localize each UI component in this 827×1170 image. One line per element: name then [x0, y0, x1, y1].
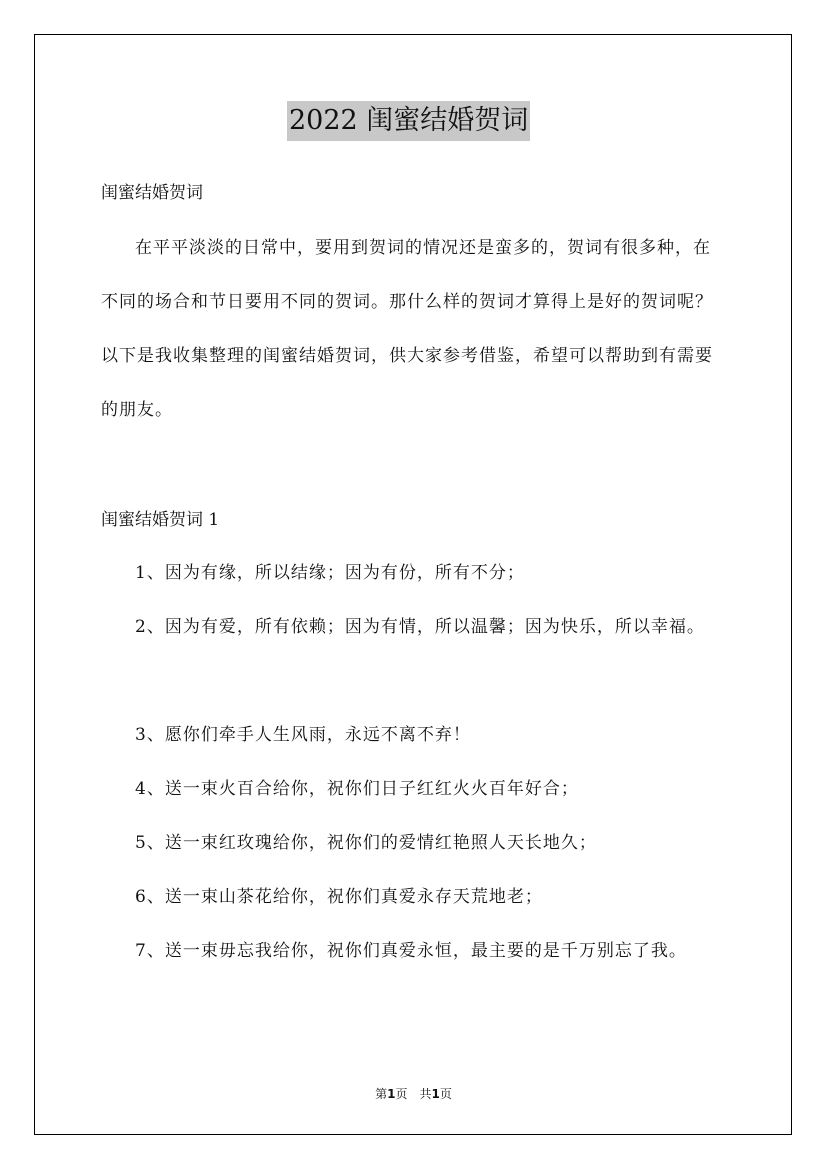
list-item: 5、送一束红玫瑰给你，祝你们的爱情红艳照人天长地久； [135, 833, 597, 853]
page-total: 1 [431, 1087, 440, 1101]
page-footer [0, 1085, 827, 1102]
list-item: 1、因为有缘，所以结缘；因为有份，所有不分； [135, 563, 525, 583]
list-item: 3、愿你们牵手人生风雨，永远不离不弃！ [135, 725, 471, 745]
page-current: 1 [387, 1087, 396, 1101]
list-item: 6、送一束山茶花给你，祝你们真爱永存天荒地老； [135, 887, 543, 907]
intro-paragraph: 在平平淡淡的日常中，要用到贺词的情况还是蛮多的，贺词有很多种，在不同的场合和节日要用不同的贺词。那什么样的贺词才算得上是好的贺词呢？以下是我收集整理的闺蜜结婚贺词，供大家参考借鉴，希望可以帮助到有需要的朋友。 [101, 238, 713, 420]
section-heading: 闺蜜结婚贺词 1 [101, 510, 220, 530]
list-item: 7、送一束毋忘我给你，祝你们真爱永恒，最主要的是千万别忘了我。 [135, 941, 687, 961]
list-item: 2、因为有爱，所有依赖；因为有情，所以温馨；因为快乐，所以幸福。 [135, 617, 705, 637]
document-title: 2022 闺蜜结婚贺词 [287, 101, 530, 141]
document-subtitle: 闺蜜结婚贺词 [101, 183, 203, 203]
page-suffix: 页 [439, 1087, 452, 1101]
list-item: 4、送一束火百合给你，祝你们日子红红火火百年好合； [135, 779, 579, 799]
page-prefix: 第 [375, 1087, 388, 1101]
page-mid: 页 共 [395, 1087, 432, 1101]
